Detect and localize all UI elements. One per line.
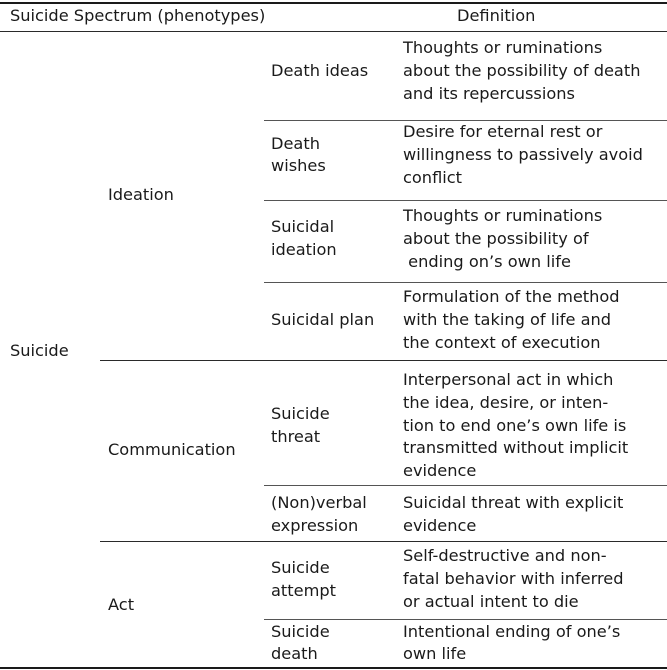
group-rule <box>100 360 667 361</box>
phenotype-line: Suicidal plan <box>271 310 375 329</box>
definition-line: own life <box>403 644 467 663</box>
definition-line: ending on’s own life <box>403 252 571 271</box>
definition-line: about the possibility of <box>403 229 589 248</box>
row-rule <box>264 282 667 283</box>
definition-line: fatal behavior with inferred <box>403 569 624 588</box>
definition-line: evidence <box>403 516 477 535</box>
definition-line: Thoughts or ruminations <box>403 206 603 225</box>
definition-line: Intentional ending of one’s <box>403 622 621 641</box>
row-rule <box>264 200 667 201</box>
definition-line: and its repercussions <box>403 84 575 103</box>
header-definition: Definition <box>457 6 536 25</box>
definition-line: or actual intent to die <box>403 592 579 611</box>
definition-line: evidence <box>403 461 477 480</box>
phenotype-line: Suicide <box>271 404 330 423</box>
phenotype-line: death <box>271 644 318 663</box>
phenotype-line: (Non)verbal <box>271 493 367 512</box>
definition-line: tion to end one’s own life is <box>403 416 627 435</box>
group-label-communication: Communication <box>108 440 236 459</box>
table-top-rule <box>0 2 667 4</box>
phenotype-line: threat <box>271 427 321 446</box>
level1-label: Suicide <box>10 341 69 360</box>
group-rule <box>100 541 667 542</box>
definition-line: willingness to passively avoid <box>403 145 643 164</box>
phenotype-line: expression <box>271 516 359 535</box>
definition-line: transmitted without implicit <box>403 438 629 457</box>
header-spectrum: Suicide Spectrum (phenotypes) <box>10 6 266 25</box>
header-bottom-rule <box>0 31 667 32</box>
row-rule <box>264 619 667 620</box>
definition-line: Formulation of the method <box>403 287 620 306</box>
table-bottom-rule <box>0 667 667 669</box>
phenotype-line: attempt <box>271 581 336 600</box>
definition-line: Interpersonal act in which <box>403 370 614 389</box>
row-rule <box>264 485 667 486</box>
definition-line: Desire for eternal rest or <box>403 122 603 141</box>
phenotype-line: Suicide <box>271 558 330 577</box>
definition-line: the context of execution <box>403 333 601 352</box>
group-label-ideation: Ideation <box>108 185 174 204</box>
definition-line: Self-destructive and non- <box>403 546 607 565</box>
phenotype-line: Death <box>271 134 320 153</box>
phenotype-line: Death ideas <box>271 61 369 80</box>
definition-line: with the taking of life and <box>403 310 612 329</box>
definition-line: the idea, desire, or inten- <box>403 393 609 412</box>
definition-line: about the possibility of death <box>403 61 641 80</box>
group-label-act: Act <box>108 595 135 614</box>
definition-line: Suicidal threat with explicit <box>403 493 624 512</box>
phenotype-line: wishes <box>271 156 326 175</box>
phenotype-line: Suicide <box>271 622 330 641</box>
phenotype-line: Suicidal <box>271 217 335 236</box>
definition-line: Thoughts or ruminations <box>403 38 603 57</box>
phenotype-line: ideation <box>271 240 337 259</box>
definition-line: conflict <box>403 168 463 187</box>
